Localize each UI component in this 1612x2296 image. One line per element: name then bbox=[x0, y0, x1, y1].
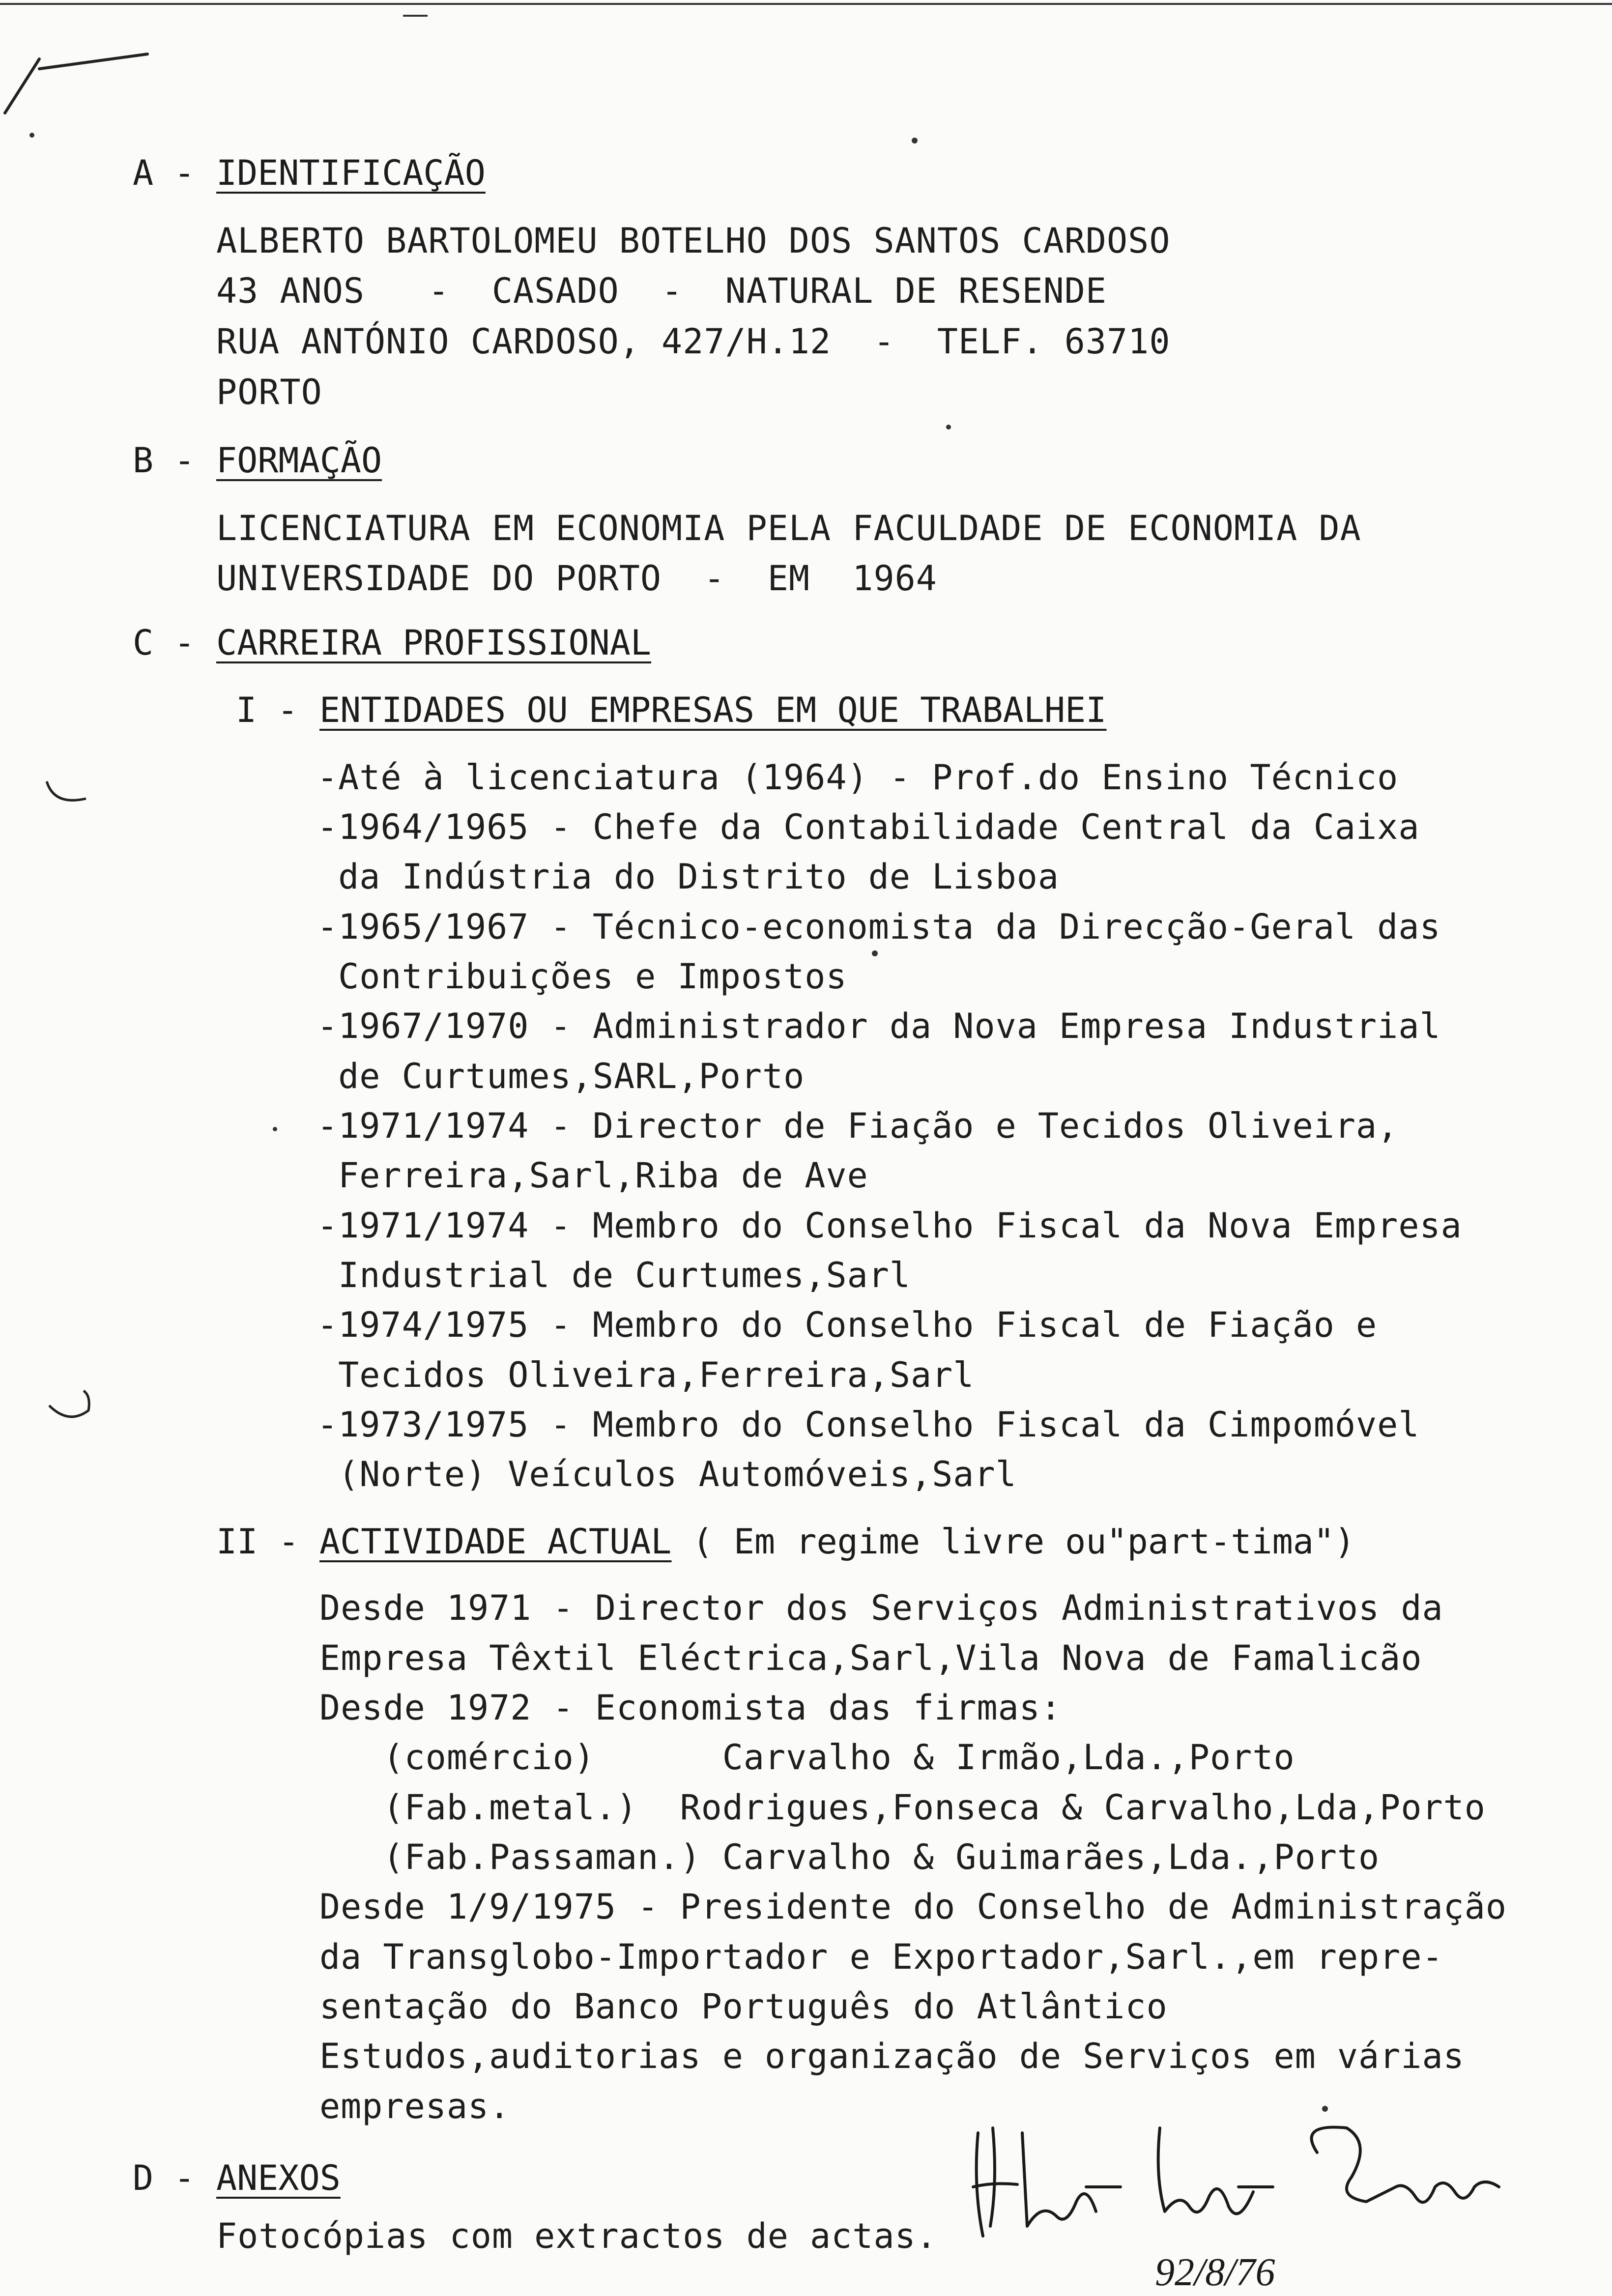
current-activity-line: da Transglobo-Importador e Exportador,Sarl.,em repre- bbox=[319, 1937, 1443, 1977]
subsection-ii-note: ( Em regime livre ou"part-tima") bbox=[671, 1521, 1355, 1562]
job-entry-line: -1965/1967 - Técnico-economista da Direcção-Geral das bbox=[317, 907, 1441, 947]
job-entry-line: -1974/1975 - Membro do Conselho Fiscal de Fiação e bbox=[317, 1305, 1378, 1345]
current-activity-line: (Fab.metal.) Rodrigues,Fonseca & Carvalho,Lda,Porto bbox=[319, 1787, 1486, 1828]
current-activity-line: (Fab.Passaman.) Carvalho & Guimarães,Lda.,Porto bbox=[319, 1837, 1380, 1877]
current-activity-line: empresas. bbox=[319, 2086, 511, 2126]
section-d-heading: ANEXOS bbox=[216, 2158, 341, 2198]
job-entry-line: -1971/1974 - Director de Fiação e Tecidos Oliveira, bbox=[317, 1106, 1399, 1146]
job-entry-line: -1967/1970 - Administrador da Nova Empresa Industrial bbox=[317, 1006, 1441, 1046]
subsection-ii-title bbox=[319, 1522, 1355, 1561]
subsection-ii-heading: ACTIVIDADE ACTUAL bbox=[319, 1521, 672, 1562]
speck bbox=[872, 950, 878, 956]
job-entry-line: Ferreira,Sarl,Riba de Ave bbox=[317, 1155, 868, 1196]
current-activity-line: sentação do Banco Português do Atlântico bbox=[319, 1986, 1168, 2027]
annexes-text: Fotocópias com extractos de actas. bbox=[216, 2216, 937, 2256]
job-entry-line: -Até à licenciatura (1964) - Prof.do Ensino Técnico bbox=[317, 757, 1399, 798]
speck bbox=[1322, 2106, 1328, 2112]
section-d-letter: D - bbox=[133, 2158, 195, 2198]
current-activity-line: Desde 1/9/1975 - Presidente do Conselho de Administração bbox=[319, 1887, 1507, 1927]
identification-address: RUA ANTÓNIO CARDOSO, 427/H.12 - TELF. 63710 bbox=[216, 321, 1171, 362]
subsection-i-heading: ENTIDADES OU EMPRESAS EM QUE TRABALHEI bbox=[319, 690, 1107, 730]
section-b-heading: FORMAÇÃO bbox=[216, 440, 382, 481]
job-entry-line: Tecidos Oliveira,Ferreira,Sarl bbox=[317, 1355, 975, 1395]
current-activity-line: Empresa Têxtil Eléctrica,Sarl,Vila Nova de Famalicão bbox=[319, 1638, 1422, 1678]
speck bbox=[912, 138, 918, 144]
speck bbox=[273, 1127, 277, 1131]
subsection-ii-numeral: II - bbox=[216, 1521, 299, 1562]
section-c-heading: CARREIRA PROFISSIONAL bbox=[216, 623, 652, 663]
job-entry-line: -1973/1975 - Membro do Conselho Fiscal da Cimpomóvel bbox=[317, 1405, 1420, 1445]
subsection-i-numeral: I - bbox=[236, 690, 298, 730]
top-dash-mark bbox=[403, 15, 428, 17]
signature-date: 92/8/76 bbox=[1155, 2251, 1275, 2294]
speck bbox=[946, 425, 951, 430]
identification-name: ALBERTO BARTOLOMEU BOTELHO DOS SANTOS CARDOSO bbox=[216, 221, 1171, 261]
job-entry-line: (Norte) Veículos Automóveis,Sarl bbox=[317, 1454, 1017, 1494]
job-entry-line: de Curtumes,SARL,Porto bbox=[317, 1056, 805, 1096]
top-border-line bbox=[0, 3, 1612, 5]
section-b-letter: B - bbox=[133, 440, 195, 481]
education-line: LICENCIATURA EM ECONOMIA PELA FACULDADE DE ECONOMIA DA bbox=[216, 508, 1361, 548]
job-entry-line: Contribuições e Impostos bbox=[317, 956, 847, 997]
section-a-letter: A - bbox=[133, 153, 195, 193]
job-entry-line: Industrial de Curtumes,Sarl bbox=[317, 1255, 911, 1295]
section-c-letter: C - bbox=[133, 623, 195, 663]
current-activity-line: (comércio) Carvalho & Irmão,Lda.,Porto bbox=[319, 1737, 1295, 1778]
section-a-heading: IDENTIFICAÇÃO bbox=[216, 153, 486, 193]
handwritten-slash-mark bbox=[0, 25, 157, 123]
job-entry-line: -1964/1965 - Chefe da Contabilidade Central da Caixa bbox=[317, 807, 1420, 847]
speck bbox=[29, 133, 34, 138]
job-entry-line: -1971/1974 - Membro do Conselho Fiscal da Nova Empresa bbox=[317, 1205, 1462, 1246]
punch-hole-mark bbox=[44, 1386, 98, 1430]
current-activity-line: Desde 1972 - Economista das firmas: bbox=[319, 1688, 1062, 1728]
job-entry-line: da Indústria do Distrito de Lisboa bbox=[317, 857, 1060, 897]
education-line: UNIVERSIDADE DO PORTO - EM 1964 bbox=[216, 558, 937, 599]
handwritten-signature bbox=[963, 2113, 1514, 2296]
punch-hole-mark bbox=[39, 772, 93, 816]
current-activity-line: Desde 1971 - Director dos Serviços Administrativos da bbox=[319, 1588, 1443, 1628]
identification-city: PORTO bbox=[216, 372, 322, 412]
identification-details: 43 ANOS - CASADO - NATURAL DE RESENDE bbox=[216, 271, 1107, 311]
current-activity-line: Estudos,auditorias e organização de Serviços em várias bbox=[319, 2036, 1465, 2076]
